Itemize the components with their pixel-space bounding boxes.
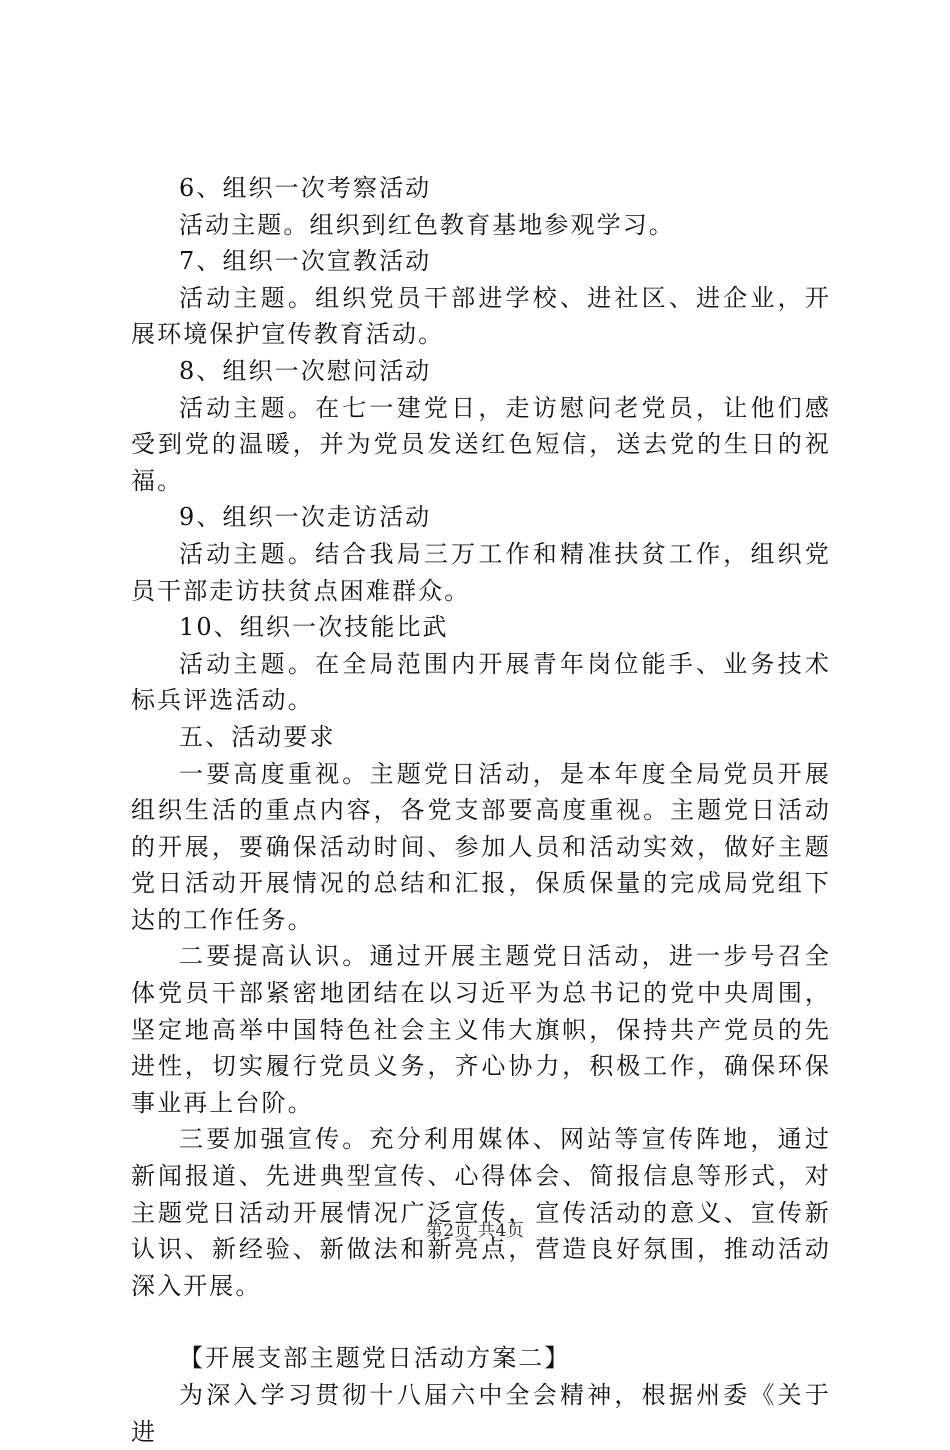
heading-item-8: 8、组织一次慰问活动	[179, 356, 432, 385]
paragraph-item-7-theme: 活动主题。组织党员干部进学校、进社区、进企业，开展环境保护宣传教育活动。	[131, 283, 831, 349]
heading-item-9: 9、组织一次走访活动	[179, 503, 432, 532]
heading-section-5: 五、活动要求	[179, 722, 336, 751]
page-footer: 第2页 共4页	[425, 1221, 525, 1241]
heading-item-10: 10、组织一次技能比武	[179, 613, 449, 642]
blank-line	[131, 1304, 831, 1340]
document-body	[131, 170, 831, 1450]
paragraph-item-9-theme: 活动主题。结合我局三万工作和精准扶贫工作，组织党员干部走访扶贫点困难群众。	[131, 539, 831, 605]
paragraph-item-8-theme: 活动主题。在七一建党日，走访慰问老党员，让他们感受到党的温暖，并为党员发送红色短信，送去党的生日的祝福。	[131, 393, 831, 495]
section-title: 【开展支部主题党日活动方案二】	[179, 1344, 571, 1373]
paragraph-requirement-2: 二要提高认识。通过开展主题党日活动，进一步号召全体党员干部紧密地团结在以习近平为总书记的党中央周围，坚定地高举中国特色社会主义伟大旗帜，保持共产党员的先进性，切实履行党员义务，齐心协力，积极工作，确保环保事业再上台阶。	[131, 942, 831, 1117]
paragraph-requirement-3: 三要加强宣传。充分利用媒体、网站等宣传阵地，通过新闻报道、先进典型宣传、心得体会、简报信息等形式，对主题党日活动开展情况广泛宣传，宣传活动的意义、宣传新认识、新经验、新做法和新亮点，营造良好氛围，推动活动深入开展。	[131, 1125, 831, 1300]
heading-item-6: 6、组织一次考察活动	[179, 174, 432, 202]
paragraph-item-10-theme: 活动主题。在全局范围内开展青年岗位能手、业务技术标兵评选活动。	[131, 649, 831, 715]
paragraph-intro: 为深入学习贯彻十八届六中全会精神，根据州委《关于进	[131, 1381, 831, 1446]
paragraph-requirement-1: 一要高度重视。主题党日活动，是本年度全局党员开展组织生活的重点内容，各党支部要高度重视。主题党日活动的开展，要确保活动时间、参加人员和活动实效，做好主题党日活动开展情况的总结和汇报，保质保量的完成局党组下达的工作任务。	[131, 759, 831, 934]
heading-item-7: 7、组织一次宣教活动	[179, 247, 432, 276]
paragraph-item-6-theme: 活动主题。组织到红色教育基地参观学习。	[179, 210, 675, 239]
